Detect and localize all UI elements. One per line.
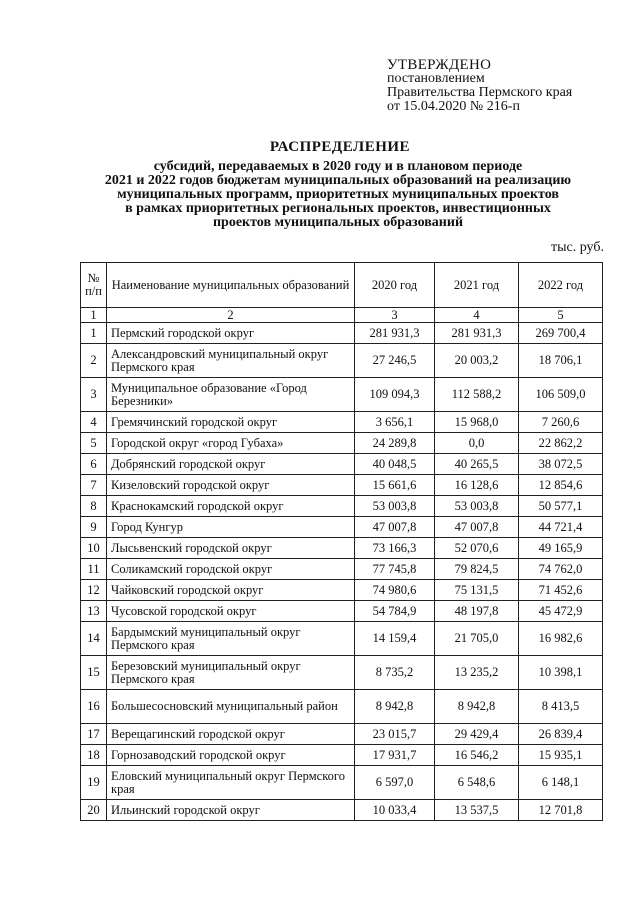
value-2022: 8 413,5 bbox=[519, 690, 603, 724]
header-name: Наименование муниципальных образований bbox=[107, 263, 355, 308]
subtitle-line: муниципальных программ, приоритетных муниципальных проектов bbox=[117, 187, 559, 202]
table-row bbox=[81, 323, 603, 344]
value-2021: 79 824,5 bbox=[435, 559, 519, 580]
value-2022: 6 148,1 bbox=[519, 766, 603, 800]
column-index: 2 bbox=[107, 308, 355, 323]
value-2020: 281 931,3 bbox=[355, 323, 435, 344]
value-2021: 13 537,5 bbox=[435, 800, 519, 821]
value-2022: 106 509,0 bbox=[519, 378, 603, 412]
row-number: 4 bbox=[81, 412, 107, 433]
municipality-name: Березовский муниципальный округ Пермского края bbox=[107, 656, 355, 690]
value-2022: 74 762,0 bbox=[519, 559, 603, 580]
value-2022: 50 577,1 bbox=[519, 496, 603, 517]
column-index-row bbox=[81, 308, 603, 323]
row-number: 17 bbox=[81, 724, 107, 745]
table-row bbox=[81, 538, 603, 559]
table-row bbox=[81, 800, 603, 821]
value-2020: 8 942,8 bbox=[355, 690, 435, 724]
table-header-row bbox=[81, 263, 603, 308]
value-2021: 0,0 bbox=[435, 433, 519, 454]
value-2021: 75 131,5 bbox=[435, 580, 519, 601]
value-2020: 3 656,1 bbox=[355, 412, 435, 433]
value-2021: 48 197,8 bbox=[435, 601, 519, 622]
header-2020: 2020 год bbox=[355, 263, 435, 308]
value-2022: 16 982,6 bbox=[519, 622, 603, 656]
municipality-name: Бардымский муниципальный округ Пермского края bbox=[107, 622, 355, 656]
municipality-name: Муниципальное образование «Город Березники» bbox=[107, 378, 355, 412]
subtitle-line: в рамках приоритетных региональных проектов, инвестиционных bbox=[125, 201, 551, 216]
document-subtitle bbox=[36, 160, 640, 230]
value-2021: 281 931,3 bbox=[435, 323, 519, 344]
header-2021: 2021 год bbox=[435, 263, 519, 308]
subtitle-line: проектов муниципальных образований bbox=[212, 215, 464, 230]
row-number: 8 bbox=[81, 496, 107, 517]
value-2020: 14 159,4 bbox=[355, 622, 435, 656]
value-2020: 10 033,4 bbox=[355, 800, 435, 821]
row-number: 16 bbox=[81, 690, 107, 724]
row-number: 12 bbox=[81, 580, 107, 601]
value-2021: 6 548,6 bbox=[435, 766, 519, 800]
value-2020: 17 931,7 bbox=[355, 745, 435, 766]
municipality-name: Гремячинский городской округ bbox=[107, 412, 355, 433]
row-number: 6 bbox=[81, 454, 107, 475]
value-2021: 53 003,8 bbox=[435, 496, 519, 517]
value-2020: 24 289,8 bbox=[355, 433, 435, 454]
row-number: 14 bbox=[81, 622, 107, 656]
value-2021: 13 235,2 bbox=[435, 656, 519, 690]
table-row bbox=[81, 412, 603, 433]
table-row bbox=[81, 454, 603, 475]
value-2021: 20 003,2 bbox=[435, 344, 519, 378]
value-2020: 23 015,7 bbox=[355, 724, 435, 745]
value-2020: 73 166,3 bbox=[355, 538, 435, 559]
value-2021: 15 968,0 bbox=[435, 412, 519, 433]
value-2022: 26 839,4 bbox=[519, 724, 603, 745]
municipality-name: Краснокамский городской округ bbox=[107, 496, 355, 517]
value-2021: 16 546,2 bbox=[435, 745, 519, 766]
value-2021: 21 705,0 bbox=[435, 622, 519, 656]
document-title-block bbox=[0, 138, 640, 230]
value-2022: 38 072,5 bbox=[519, 454, 603, 475]
row-number: 15 bbox=[81, 656, 107, 690]
value-2022: 12 701,8 bbox=[519, 800, 603, 821]
table-row bbox=[81, 601, 603, 622]
municipality-name: Еловский муниципальный округ Пермского края bbox=[107, 766, 355, 800]
value-2020: 53 003,8 bbox=[355, 496, 435, 517]
value-2022: 18 706,1 bbox=[519, 344, 603, 378]
municipality-name: Горнозаводский городской округ bbox=[107, 745, 355, 766]
row-number: 9 bbox=[81, 517, 107, 538]
column-index: 4 bbox=[435, 308, 519, 323]
row-number: 13 bbox=[81, 601, 107, 622]
value-2021: 40 265,5 bbox=[435, 454, 519, 475]
value-2021: 16 128,6 bbox=[435, 475, 519, 496]
value-2022: 7 260,6 bbox=[519, 412, 603, 433]
value-2022: 22 862,2 bbox=[519, 433, 603, 454]
approval-line: от 15.04.2020 № 216-п bbox=[387, 99, 520, 114]
municipality-name: Верещагинский городской округ bbox=[107, 724, 355, 745]
column-index: 5 bbox=[519, 308, 603, 323]
value-2020: 6 597,0 bbox=[355, 766, 435, 800]
value-2022: 44 721,4 bbox=[519, 517, 603, 538]
distribution-table bbox=[80, 262, 603, 821]
row-number: 18 bbox=[81, 745, 107, 766]
municipality-name: Лысьвенский городской округ bbox=[107, 538, 355, 559]
table-body bbox=[81, 323, 603, 821]
municipality-name: Добрянский городской округ bbox=[107, 454, 355, 475]
row-number: 5 bbox=[81, 433, 107, 454]
table-row bbox=[81, 745, 603, 766]
column-index: 1 bbox=[81, 308, 107, 323]
value-2022: 71 452,6 bbox=[519, 580, 603, 601]
approval-line: Правительства Пермского края bbox=[387, 85, 573, 100]
municipality-name: Городской округ «город Губаха» bbox=[107, 433, 355, 454]
approval-block bbox=[387, 58, 572, 114]
table-row bbox=[81, 724, 603, 745]
value-2020: 77 745,8 bbox=[355, 559, 435, 580]
table-row bbox=[81, 580, 603, 601]
municipality-name: Александровский муниципальный округ Пермского края bbox=[107, 344, 355, 378]
value-2020: 40 048,5 bbox=[355, 454, 435, 475]
value-2022: 10 398,1 bbox=[519, 656, 603, 690]
value-2020: 27 246,5 bbox=[355, 344, 435, 378]
value-2021: 112 588,2 bbox=[435, 378, 519, 412]
subtitle-line: субсидий, передаваемых в 2020 году и в плановом периоде bbox=[153, 159, 523, 174]
header-2022: 2022 год bbox=[519, 263, 603, 308]
municipality-name: Большесосновский муниципальный район bbox=[107, 690, 355, 724]
value-2020: 54 784,9 bbox=[355, 601, 435, 622]
approval-heading: УТВЕРЖДЕНО bbox=[387, 57, 492, 73]
row-number: 11 bbox=[81, 559, 107, 580]
row-number: 2 bbox=[81, 344, 107, 378]
table-row bbox=[81, 433, 603, 454]
municipality-name: Чайковский городской округ bbox=[107, 580, 355, 601]
value-2020: 47 007,8 bbox=[355, 517, 435, 538]
column-index: 3 bbox=[355, 308, 435, 323]
table-row bbox=[81, 344, 603, 378]
value-2021: 52 070,6 bbox=[435, 538, 519, 559]
value-2020: 15 661,6 bbox=[355, 475, 435, 496]
value-2022: 269 700,4 bbox=[519, 323, 603, 344]
row-number: 19 bbox=[81, 766, 107, 800]
subtitle-line: 2021 и 2022 годов бюджетам муниципальных образований на реализацию bbox=[104, 173, 572, 188]
header-number: № п/п bbox=[81, 263, 107, 308]
approval-line: постановлением bbox=[387, 71, 485, 86]
municipality-name: Ильинский городской округ bbox=[107, 800, 355, 821]
table-row bbox=[81, 496, 603, 517]
table-row bbox=[81, 475, 603, 496]
table-row bbox=[81, 766, 603, 800]
table-row bbox=[81, 622, 603, 656]
row-number: 1 bbox=[81, 323, 107, 344]
municipality-name: Кизеловский городской округ bbox=[107, 475, 355, 496]
table-row bbox=[81, 378, 603, 412]
municipality-name: Пермский городской округ bbox=[107, 323, 355, 344]
row-number: 7 bbox=[81, 475, 107, 496]
document-title: РАСПРЕДЕЛЕНИЕ bbox=[269, 139, 411, 155]
value-2021: 47 007,8 bbox=[435, 517, 519, 538]
units-label: тыс. руб. bbox=[551, 240, 604, 255]
table-row bbox=[81, 690, 603, 724]
value-2020: 74 980,6 bbox=[355, 580, 435, 601]
municipality-name: Город Кунгур bbox=[107, 517, 355, 538]
value-2022: 15 935,1 bbox=[519, 745, 603, 766]
row-number: 10 bbox=[81, 538, 107, 559]
table-row bbox=[81, 656, 603, 690]
value-2020: 8 735,2 bbox=[355, 656, 435, 690]
value-2020: 109 094,3 bbox=[355, 378, 435, 412]
table-row bbox=[81, 559, 603, 580]
table-row bbox=[81, 517, 603, 538]
value-2021: 29 429,4 bbox=[435, 724, 519, 745]
value-2022: 49 165,9 bbox=[519, 538, 603, 559]
value-2021: 8 942,8 bbox=[435, 690, 519, 724]
municipality-name: Чусовской городской округ bbox=[107, 601, 355, 622]
row-number: 20 bbox=[81, 800, 107, 821]
row-number: 3 bbox=[81, 378, 107, 412]
value-2022: 45 472,9 bbox=[519, 601, 603, 622]
municipality-name: Соликамский городской округ bbox=[107, 559, 355, 580]
value-2022: 12 854,6 bbox=[519, 475, 603, 496]
